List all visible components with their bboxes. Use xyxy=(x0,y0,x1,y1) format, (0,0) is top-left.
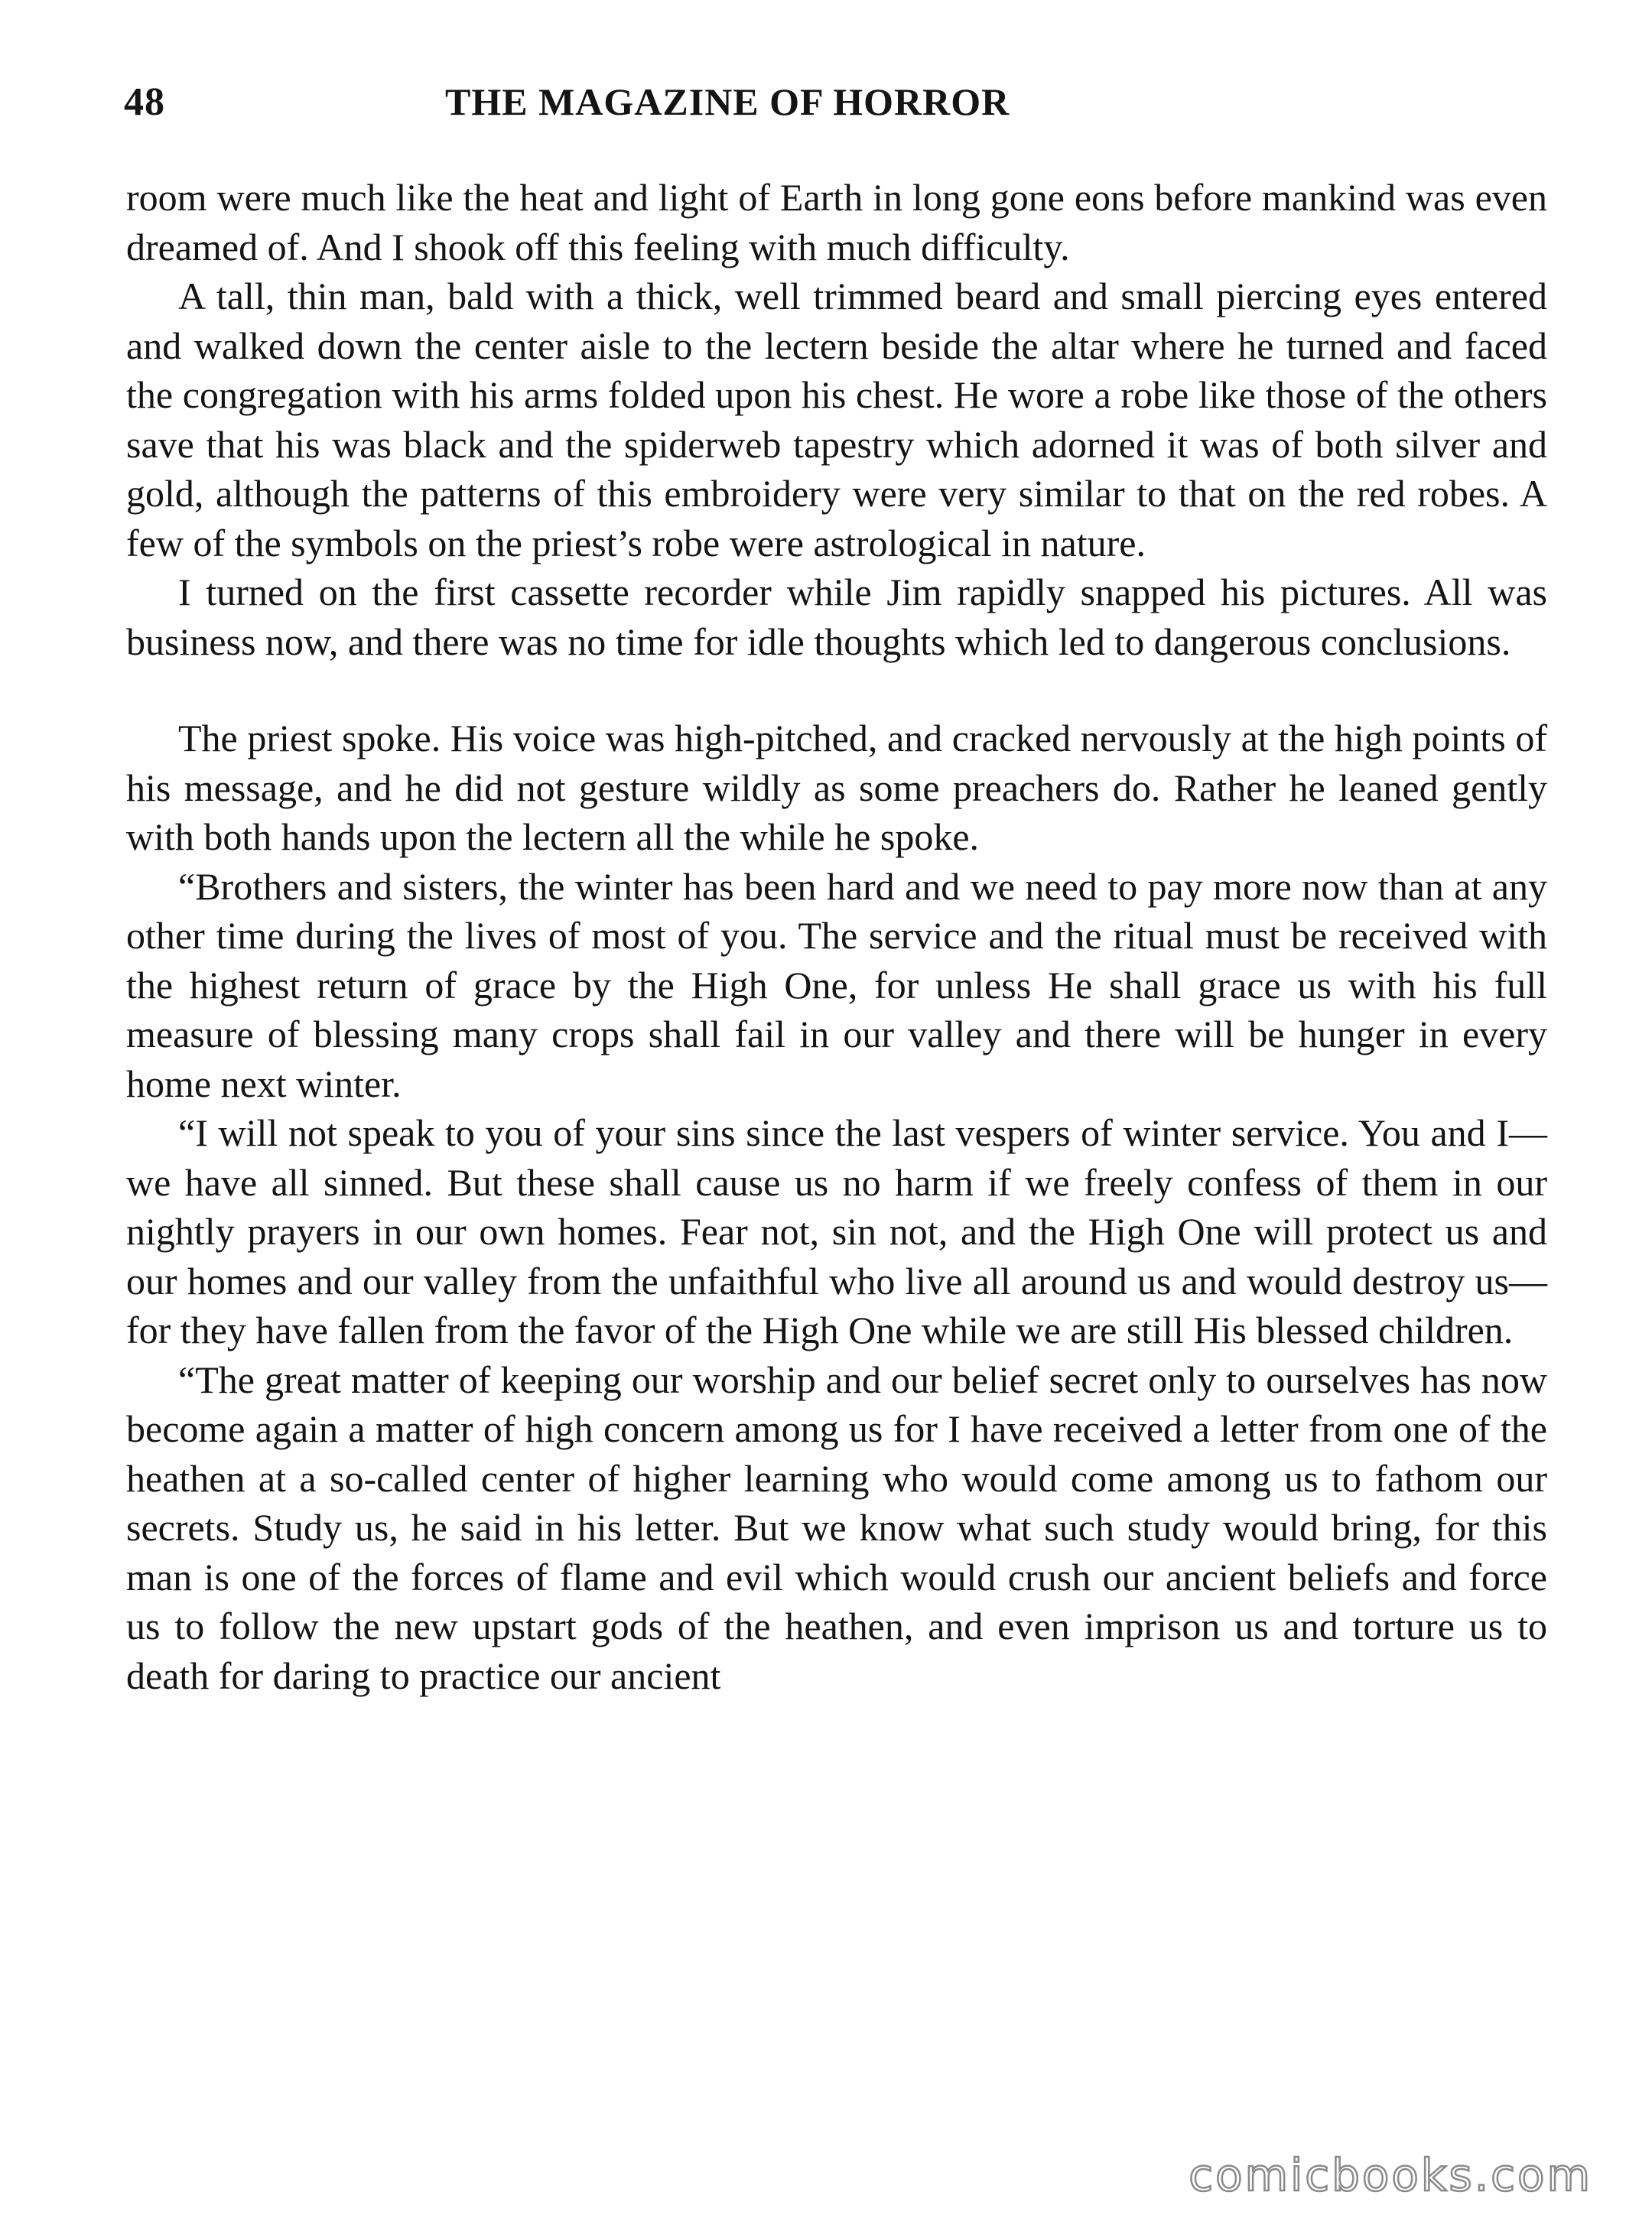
running-title: THE MAGAZINE OF HORROR xyxy=(445,80,1010,123)
paragraph: room were much like the heat and light of Earth in long gone eons before mankind was even dreamed of. And I shook off this feeling with much difficulty. xyxy=(126,176,1547,268)
page-number: 48 xyxy=(124,80,165,124)
paragraph: The priest spoke. His voice was high-pitched, and cracked nervously at the high points of his message, and he did not gesture wildly as some preachers do. Rather he leaned gently with both hands upon the lectern all the while he spoke. xyxy=(126,717,1547,858)
paragraph: A tall, thin man, bald with a thick, well trimmed beard and small piercing eyes entered and walked down the center aisle to the lectern beside the altar where he turned and faced the congregation with his arms folded upon his chest. He wore a robe like those of the others save that his was black and the spiderweb tapestry which adorned it was of both silver and gold, although the patterns of this embroidery were very similar to that on the red robes. A few of the symbols on the priest’s robe were astrological in nature. xyxy=(126,275,1547,564)
paragraph: “I will not speak to you of your sins since the last vespers of winter service. You and I—we have all sinned. But these shall cause us no harm if we freely confess of them in our nightly prayers in our own homes. Fear not, sin not, and the High One will protect us and our homes and our valley from the unfaithful who live all around us and would destroy us—for they have fallen from the favor of the High One while we are still His blessed children. xyxy=(126,1111,1547,1351)
paragraph: “The great matter of keeping our worship and our belief secret only to ourselves has now become again a matter of high concern among us for I have received a letter from one of the heathen at a so-called center of higher learning who would come among us to fathom our secrets. Study us, he said in his letter. But we know what such study would bring, for this man is one of the forces of flame and evil which would crush our ancient beliefs and force us to follow the new upstart gods of the heathen, and even imprison us and torture us to death for daring to practice our ancient xyxy=(126,1358,1547,1697)
page-header xyxy=(124,80,1562,141)
story-body xyxy=(126,173,1547,1700)
paragraph: I turned on the first cassette recorder while Jim rapidly snapped his pictures. All was business now, and there was no time for idle thoughts which led to dangerous conclusions. xyxy=(126,571,1547,663)
paragraph: “Brothers and sisters, the winter has been hard and we need to pay more now than at any other time during the lives of most of you. The service and the ritual must be received with the highest return of grace by the High One, for unless He shall grace us with his full measure of blessing many crops shall fail in our valley and there will be hunger in every home next winter. xyxy=(126,864,1547,1105)
watermark: comicbooks.com xyxy=(1189,2149,1592,2201)
